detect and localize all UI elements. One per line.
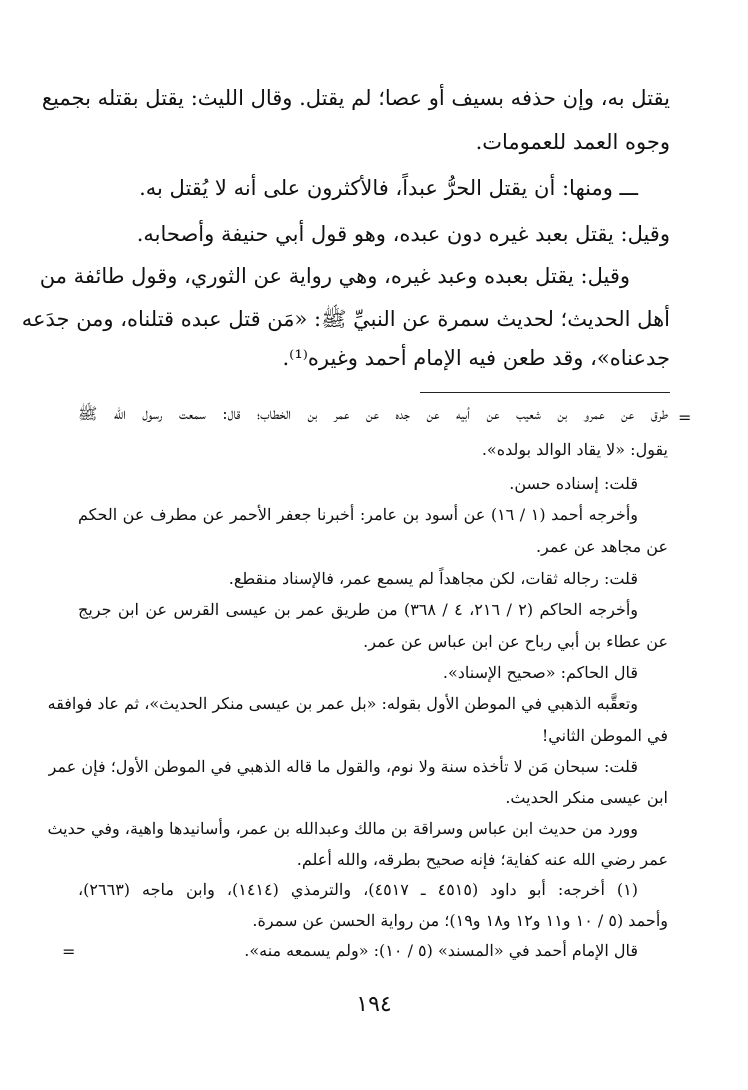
footnote-line-8: عن عطاء بن أبي رباح عن ابن عباس عن عمر.	[363, 632, 668, 651]
footnote-line-3: قلت: إسناده حسن.	[509, 474, 638, 493]
footnote-separator	[420, 392, 670, 393]
page-number: ١٩٤	[356, 992, 392, 1017]
footnote-line-11: في الموطن الثاني!	[541, 726, 668, 745]
continuation-mark: =	[678, 408, 692, 427]
footnote-line-2: يقول: «لا يقاد الوالد بولده».	[481, 440, 668, 459]
footnote-line-17: وأحمد (٥ / ١٠ و١١ و١٢ و١٨ و١٩)؛ من رواية الحسن عن سمرة.	[252, 911, 668, 930]
footnote-line-5: عن مجاهد عن عمر.	[535, 537, 668, 556]
main-text-line-5: وقيل: يقتل بعبده وعبد غيره، وهي رواية عن الثوري، وقول طائفة من	[39, 264, 630, 288]
main-text-line-1: يقتل به، وإن حذفه بسيف أو عصا؛ لم يقتل. وقال الليث: يقتل بقتله بجميع	[41, 86, 670, 110]
main-text-line-3: ـــ ومنها: أن يقتل الحرُّ عبداً، فالأكثرون على أنه لا يُقتل به.	[139, 176, 638, 200]
footnote-line-7: وأخرجه الحاكم (٢ / ٢١٦، ٤ / ٣٦٨) من طريق عمر بن عيسى القرس عن ابن جريج	[78, 600, 639, 619]
footnote-line-12: قلت: سبحان مَن لا تأخذه سنة ولا نوم، والقول ما قاله الذهبي في الموطن الأول؛ فإن عمر	[48, 757, 638, 776]
end-mark: =	[62, 942, 76, 961]
footnote-line-15: عمر رضي الله عنه كفاية؛ فإنه صحيح بطرقه، والله أعلم.	[296, 850, 668, 869]
footnote-line-6: قلت: رجاله ثقات، لكن مجاهداً لم يسمع عمر، فالإسناد منقطع.	[228, 569, 638, 588]
footnote-line-13: ابن عيسى منكر الحديث.	[505, 788, 668, 807]
footnote-line-14: وورد من حديث ابن عباس وسراقة بن مالك وعبدالله بن عمر، وأسانيدها واهية، وفي حديث	[47, 819, 638, 838]
main-text-line-6: أهل الحديث؛ لحديث سمرة عن النبيِّ ﷺ: «مَن قتل عبده قتلناه، ومن جدَعه	[21, 307, 670, 331]
footnote-line-4: وأخرجه أحمد (١ / ١٦) عن أسود بن عامر: أخبرنا جعفر الأحمر عن مطرف عن الحكم	[78, 505, 638, 524]
footnote-line-18: قال الإمام أحمد في «المسند» (٥ / ١٠): «ولم يسمعه منه».	[244, 941, 638, 960]
main-text-line-4: وقيل: يقتل بعبد غيره دون عبده، وهو قول أبي حنيفة وأصحابه.	[136, 222, 670, 246]
main-text-line-2: وجوه العمد للعمومات.	[475, 130, 670, 154]
footnote-line-9: قال الحاكم: «صحيح الإسناد».	[442, 663, 638, 682]
footnote-line-1: طرق عن عمرو بن شعيب عن أبيه عن جده عن عمر بن الخطاب؛ قال: سمعت رسول الله ﷺ	[78, 404, 668, 423]
main-text-line-7: جدعناه»، وقد طعن فيه الإمام أحمد وغيره⁽¹⁾.	[282, 346, 670, 370]
footnote-line-16: (١) أخرجه: أبو داود (٤٥١٥ ـ ٤٥١٧)، والترمذي (١٤١٤)، وابن ماجه (٢٦٦٣)،	[78, 880, 638, 899]
footnote-line-10: وتعقَّبه الذهبي في الموطن الأول بقوله: «بل عمر بن عيسى منكر الحديث»، ثم عاد فوافقه	[47, 694, 638, 713]
